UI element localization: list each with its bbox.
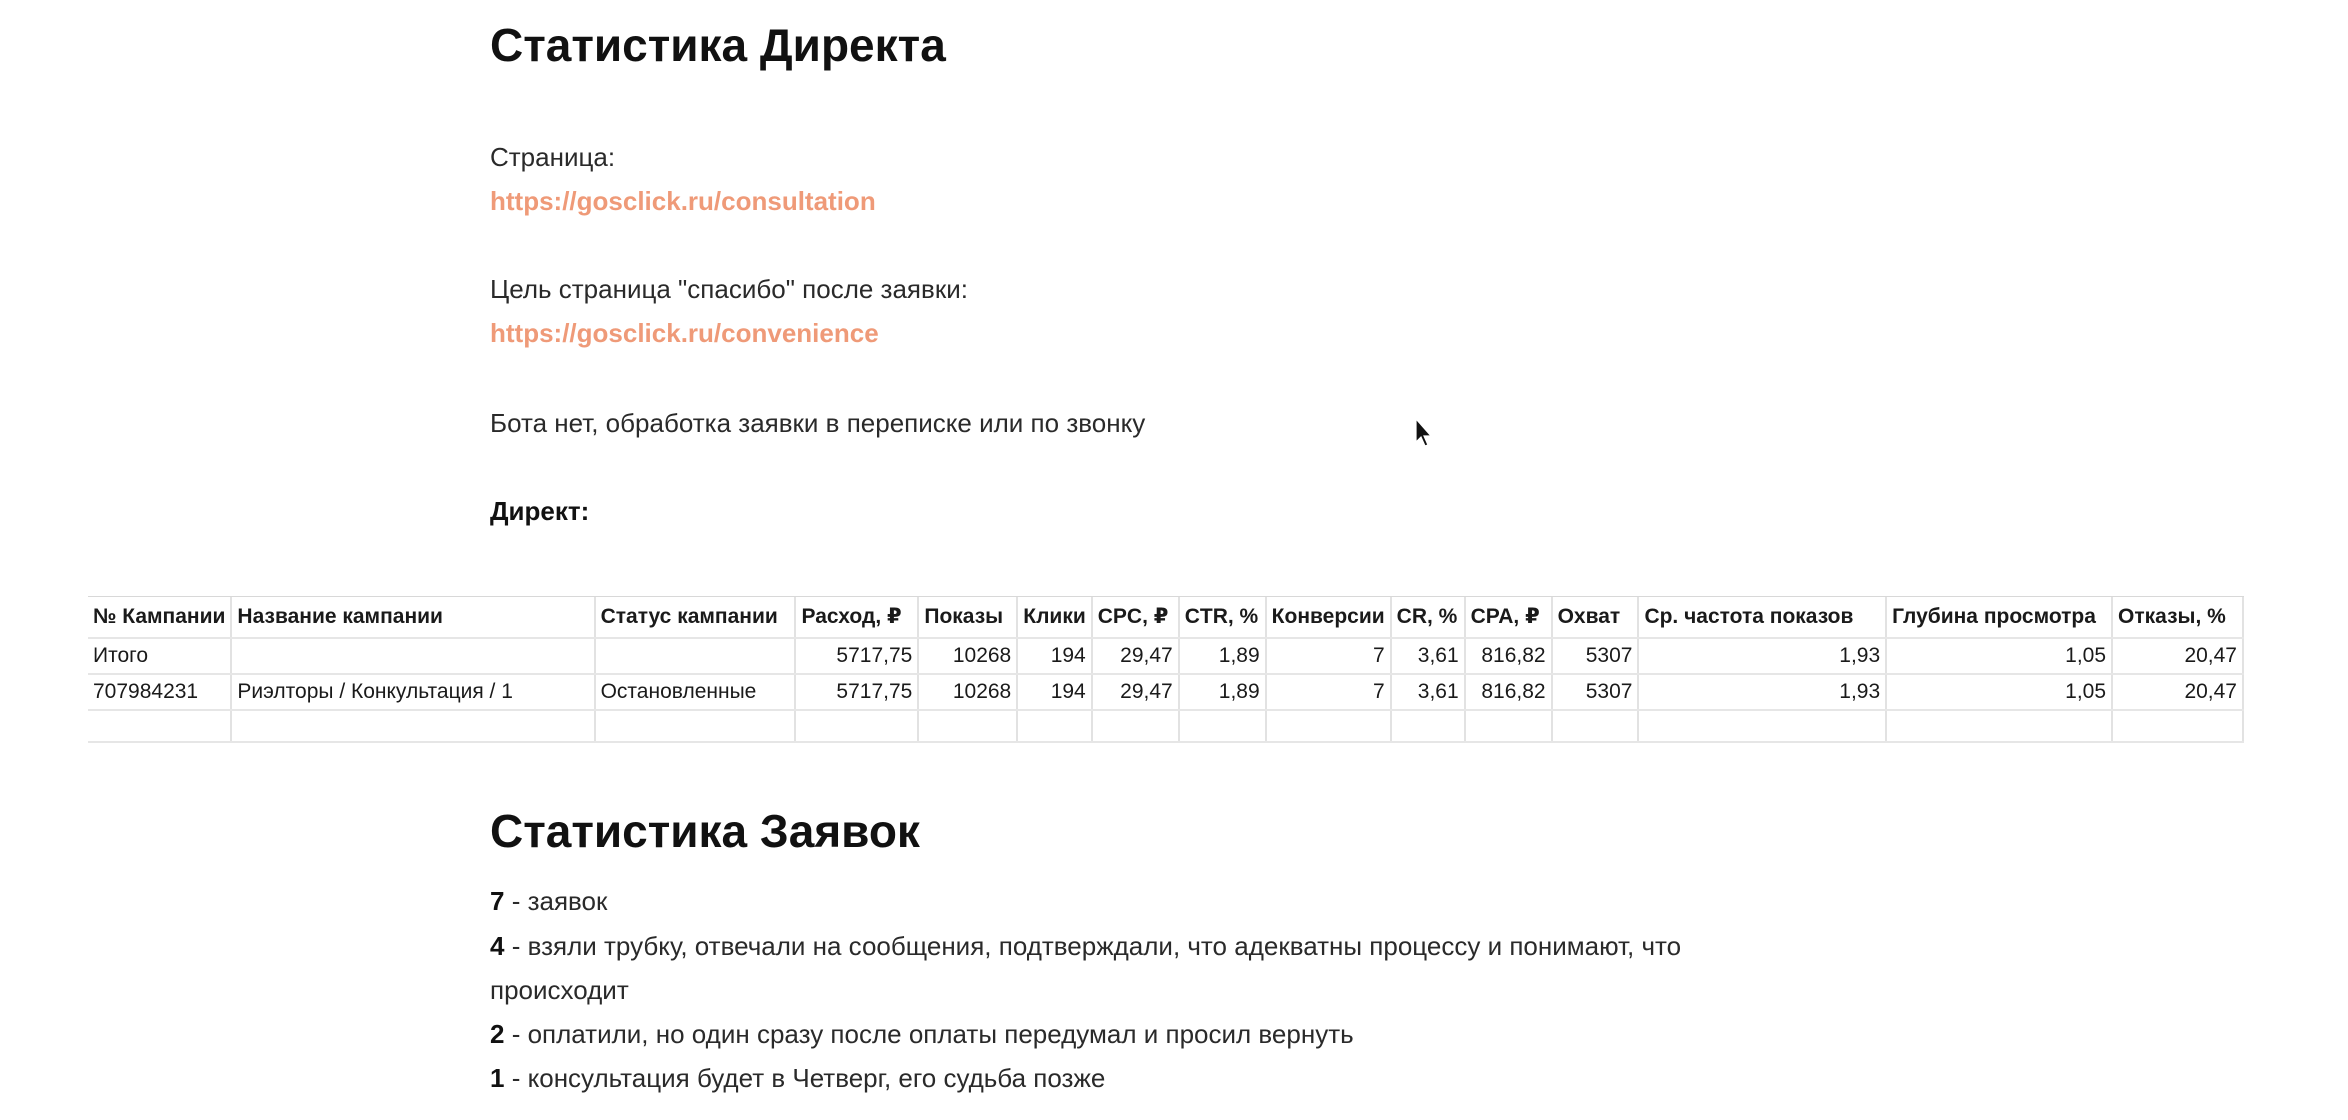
table-cell: 7 bbox=[1266, 674, 1391, 710]
table-cell-empty bbox=[1266, 710, 1391, 742]
table-cell: 3,61 bbox=[1391, 638, 1465, 674]
page-label: Страница: bbox=[490, 142, 616, 172]
table-cell: 1,05 bbox=[1886, 638, 2112, 674]
table-cell: 5717,75 bbox=[795, 674, 918, 710]
table-cell: 1,93 bbox=[1638, 638, 1886, 674]
table-cell-empty bbox=[231, 710, 594, 742]
leads-text: - заявок bbox=[504, 886, 608, 916]
leads-count: 1 bbox=[490, 1063, 505, 1093]
table-cell-empty bbox=[1465, 710, 1552, 742]
column-header: Статус кампании bbox=[595, 597, 796, 638]
table-cell-empty bbox=[1886, 710, 2112, 742]
table-cell-empty bbox=[1391, 710, 1465, 742]
direct-stats-table bbox=[88, 596, 2244, 747]
leads-count: 2 bbox=[490, 1019, 505, 1049]
column-header: CPA, ₽ bbox=[1465, 597, 1552, 638]
column-header: Ср. частота показов bbox=[1638, 597, 1886, 638]
column-header: Расход, ₽ bbox=[795, 597, 918, 638]
page-title: Статистика Директа bbox=[490, 19, 946, 71]
column-header: Клики bbox=[1017, 597, 1092, 638]
column-header: Название кампании bbox=[231, 597, 594, 638]
table-cell: 816,82 bbox=[1465, 674, 1552, 710]
table-cell: 707984231 bbox=[88, 674, 231, 710]
table-cell-empty bbox=[1017, 710, 1092, 742]
table-cell: 5307 bbox=[1552, 674, 1639, 710]
table-cell-empty bbox=[795, 710, 918, 742]
table-cell-empty bbox=[1552, 710, 1639, 742]
table-cell: 194 bbox=[1017, 674, 1092, 710]
table-header-row bbox=[88, 597, 2243, 638]
table-cell bbox=[595, 638, 796, 674]
table-row bbox=[88, 674, 2243, 710]
bot-note: Бота нет, обработка заявки в переписке или по звонку bbox=[490, 408, 1146, 438]
table-cell: 816,82 bbox=[1465, 638, 1552, 674]
leads-text: - взяли трубку, отвечали на сообщения, подтверждали, что адекватны процессу и понимают, что bbox=[504, 931, 1682, 961]
column-header: Глубина просмотра bbox=[1886, 597, 2112, 638]
leads-line-2 bbox=[490, 931, 1681, 962]
table-cell: 10268 bbox=[918, 638, 1017, 674]
direct-label: Директ: bbox=[490, 496, 590, 526]
table-cell: Риэлторы / Конкультация / 1 bbox=[231, 674, 594, 710]
goal-label: Цель страница "спасибо" после заявки: bbox=[490, 274, 968, 304]
table-cell: 1,89 bbox=[1179, 674, 1266, 710]
table-row bbox=[88, 638, 2243, 674]
table-cell: 194 bbox=[1017, 638, 1092, 674]
table-cell: 3,61 bbox=[1391, 674, 1465, 710]
column-header: CR, % bbox=[1391, 597, 1465, 638]
table-cell: 5307 bbox=[1552, 638, 1639, 674]
leads-text: происходит bbox=[490, 975, 629, 1005]
leads-line-1 bbox=[490, 886, 607, 917]
table-cell: 29,47 bbox=[1092, 638, 1179, 674]
table-cell: 10268 bbox=[918, 674, 1017, 710]
column-header: № Кампании bbox=[88, 597, 231, 638]
column-header: Отказы, % bbox=[2112, 597, 2243, 638]
table-cell: Остановленные bbox=[595, 674, 796, 710]
leads-title: Статистика Заявок bbox=[490, 805, 920, 857]
table-cell: 5717,75 bbox=[795, 638, 918, 674]
table-cell: 7 bbox=[1266, 638, 1391, 674]
leads-text: - оплатили, но один сразу после оплаты передумал и просил вернуть bbox=[504, 1019, 1354, 1049]
table-cell-empty bbox=[2112, 710, 2243, 742]
table-cell: 1,05 bbox=[1886, 674, 2112, 710]
leads-line-5 bbox=[490, 1063, 1105, 1094]
table-cell: Итого bbox=[88, 638, 231, 674]
leads-text: - консультация будет в Четверг, его судьба позже bbox=[504, 1063, 1106, 1093]
column-header: CTR, % bbox=[1179, 597, 1266, 638]
table-cell: 1,89 bbox=[1179, 638, 1266, 674]
leads-count: 4 bbox=[490, 931, 505, 961]
column-header: CPC, ₽ bbox=[1092, 597, 1179, 638]
table-cell: 20,47 bbox=[2112, 638, 2243, 674]
page-url-link[interactable]: https://gosclick.ru/consultation bbox=[490, 186, 876, 216]
table-row-empty bbox=[88, 710, 2243, 742]
table-cell: 29,47 bbox=[1092, 674, 1179, 710]
table-cell-empty bbox=[1092, 710, 1179, 742]
mouse-pointer-icon bbox=[1415, 418, 1433, 448]
leads-count: 7 bbox=[490, 886, 505, 916]
column-header: Показы bbox=[918, 597, 1017, 638]
table-cell-empty bbox=[88, 710, 231, 742]
goal-url-link[interactable]: https://gosclick.ru/convenience bbox=[490, 318, 879, 348]
column-header: Охват bbox=[1552, 597, 1639, 638]
table-cell-empty bbox=[1179, 710, 1266, 742]
table-cell-empty bbox=[595, 710, 796, 742]
leads-line-4 bbox=[490, 1019, 1354, 1050]
table-cell-empty bbox=[1638, 710, 1886, 742]
table-cell bbox=[231, 638, 594, 674]
table-cell: 1,93 bbox=[1638, 674, 1886, 710]
column-header: Конверсии bbox=[1266, 597, 1391, 638]
leads-line-3 bbox=[490, 975, 629, 1006]
table-cell-empty bbox=[918, 710, 1017, 742]
table-cell: 20,47 bbox=[2112, 674, 2243, 710]
